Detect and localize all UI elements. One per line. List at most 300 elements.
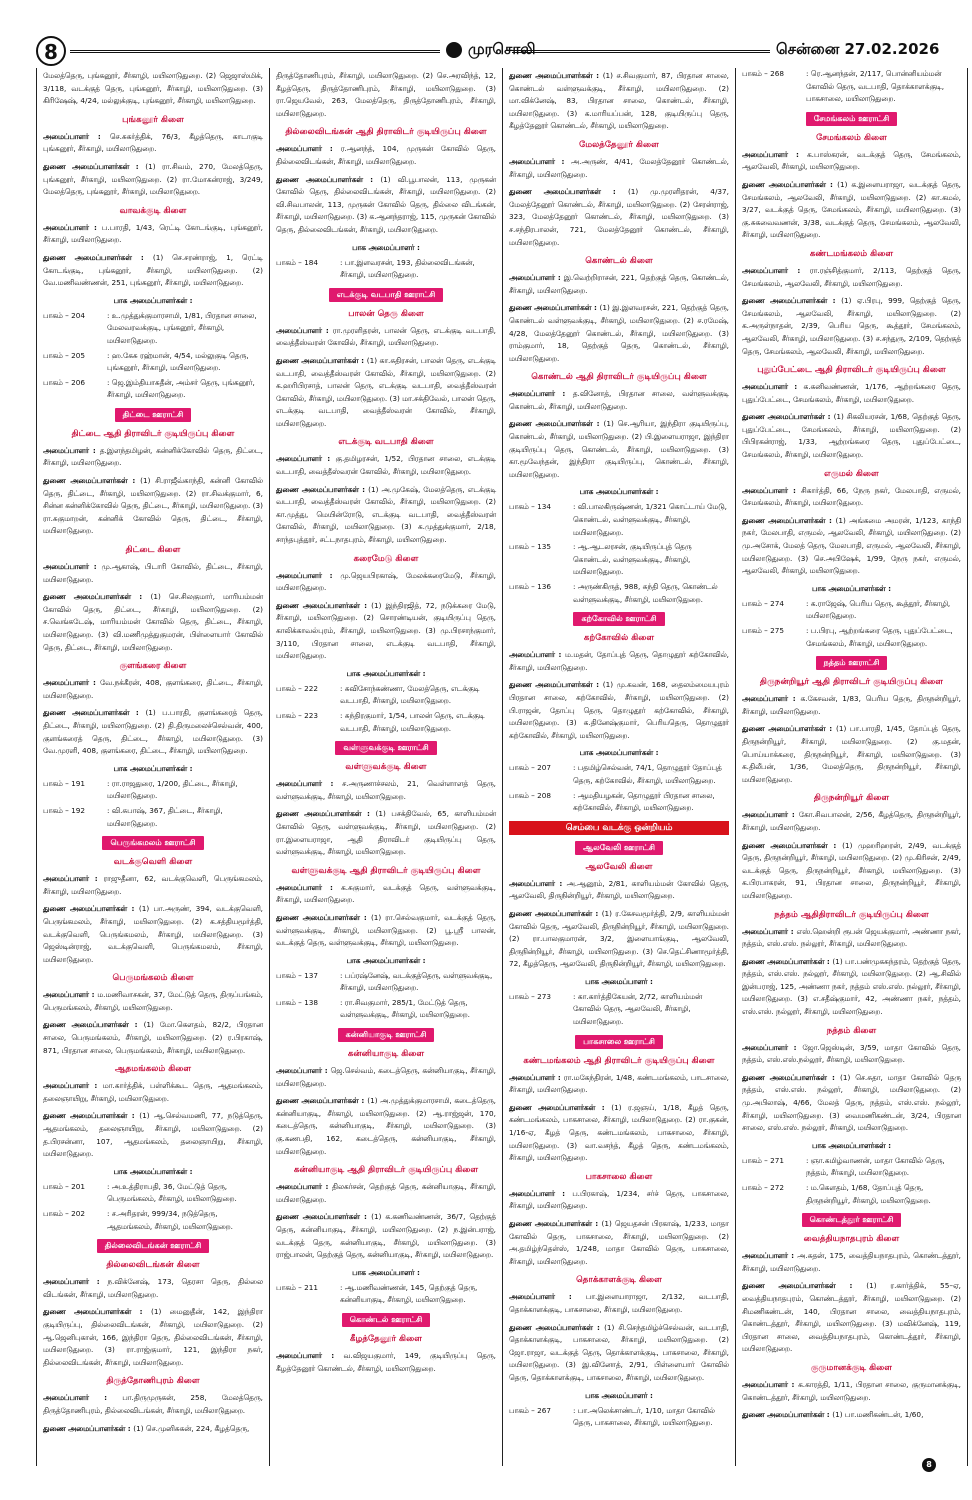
role-label: அமைப்பாளர் : [43, 990, 98, 1000]
part-text: : ரா.ராஜதுரை, 1/200, திட்டை, சீர்காழி, மயிலாடுதுறை. [107, 778, 238, 801]
entry-text: (1) ரா.சிவம், 270, மேலத்தெரு, புங்கனூர், சீர்காழி, மயிலாடுதுறை. (2) ரா.மோகன்ராஜ், 3/249, மேலத்தெரு, புங்கனூர், சீர்காழி, மயிலாடுதுறை. [43, 161, 263, 197]
role-label: துணை அமைப்பாளர்கள் : [742, 956, 833, 966]
union-banner: செம்பை வடக்கு ஒன்றியம் [509, 821, 729, 835]
branch-title: கரைமேடு கிளை [353, 553, 419, 564]
part-row [276, 970, 496, 995]
role-label: அமைப்பாளர் : [276, 570, 341, 580]
role-label: அமைப்பாளர் : [43, 1277, 108, 1287]
role-label: அமைப்பாளர் : [509, 389, 573, 399]
entry-paragraph [43, 561, 263, 586]
part-text: : அருண்கிருத், 988, சுந்தி தெரு, கொண்டல் வள்ளுவக்குடி, சீர்காழி, மயிலாடுதுறை. [573, 582, 718, 604]
section-label: பாக அமைப்பாளர்கள் : [346, 955, 426, 965]
entry-paragraph [742, 956, 961, 1019]
part-number: பாகம் – 138 [276, 997, 318, 1007]
entry-paragraph [43, 222, 263, 247]
entry-paragraph [742, 515, 961, 578]
entry-text: சிகார்த்தி, 66, நேரு நகர், மேலபாதி, எருமல், சேமங்கலம், சீர்காழி, மயிலாடுதுறை. [742, 485, 961, 508]
entry-text: வ.விஜயகுமார், 149, குடியிருப்பு தெரு, கீழத்தேனூர் கொண்டல், சீர்காழி, மயிலாடுதுறை. [276, 1350, 496, 1373]
part-row [509, 541, 729, 579]
section-label: பாக அமைப்பாளர் : [352, 242, 420, 252]
part-text: : வி.சுபாஷ், 367, திட்டை, சீர்காழி, மயிலாடுதுறை. [107, 805, 223, 828]
role-label: துணை அமைப்பாளர்கள் : [276, 600, 372, 610]
entry-text: (1) ச.சிவகுமார், 87, பிரதான சாலை, கொண்டல் வள்ளுவக்குடி, சீர்காழி, மயிலாடுதுறை. (2) மா.விக்னேஷ், 83, பிரதான சாலை, கொண்டல், சீர்காழி, மயிலாடுதுறை. (3) க.மாரியப்பன், 128, குடியிருப்பு தெரு, கீழத்தேனூர் கொண்டல், சீர்காழி, மயிலாடுதுறை. [509, 71, 729, 131]
role-label: அமைப்பாளர் : [742, 382, 804, 392]
entry-text: (1) சி.செந்தமிழ்ச்செல்வன், வடபாதி, தொக்காளக்குடி, பாகசாலை, சீர்காழி, மயிலாடுதுறை. (2) ஜோ.ராஜா, வடக்குத் தெரு, தொக்காளக்குடி, பாகசாலை, சீர்காழி, மயிலாடுதுறை. (3) இ.வினோத், 2/91, பிள்ளையார் கோவில் தெரு, தொக்காளக்குடி, பாகசாலை, சீர்காழி, மயிலாடுதுறை. [509, 1322, 730, 1382]
page-number: 8 [36, 36, 66, 66]
branch-title: எருமல் கிளை [824, 468, 879, 479]
entry-paragraph [276, 325, 496, 350]
entry-paragraph [43, 591, 263, 654]
role-label: துணை அமைப்பாளர்கள் : [276, 912, 371, 922]
entry-paragraph [509, 908, 729, 971]
panchayat-ribbon: நத்தம் ஊராட்சி [816, 656, 888, 670]
entry-text: செ.சுகர்த்திக், 76/3, கீழத்தெரு, காடாகுடி புங்கனூர், சீர்காழி, மயிலாடுதுறை. [43, 131, 263, 154]
part-row [276, 257, 496, 282]
entry-paragraph [742, 840, 961, 903]
part-number: பாகம் – 274 [742, 598, 784, 608]
entry-text: ஜோ.ஜெஸ்டின், 3/59, மாதா கோவில் தெரு, நத்தம், எஸ்.எஸ்.நல்லூர், சீர்காழி, மயிலாடுதுறை. [742, 1042, 961, 1065]
entry-paragraph [276, 1350, 496, 1375]
role-label: துணை அமைப்பாளர்கள் : [276, 484, 369, 494]
role-label: துணை அமைப்பாளர்கள் : [742, 179, 838, 189]
entry-paragraph [742, 1250, 961, 1275]
entry-text: (1) செ.முனிசுகன், 224, கீழத்தெரு, [133, 1423, 250, 1433]
entry-paragraph [509, 186, 729, 249]
entry-paragraph [742, 723, 961, 786]
entry-paragraph [509, 878, 729, 903]
branch-title: புதுப்பேட்டை ஆதி திராவிடர் குடியிருப்பு கிளை [757, 365, 946, 376]
part-number: பாகம் – 204 [43, 310, 85, 320]
part-row [742, 598, 961, 623]
entry-paragraph [276, 778, 496, 803]
part-text: : அ.உத்திராபதி, 36, மேட்டுத் தெரு, பெருமங்கலம், சீர்காழி, மயிலாடுதுறை. [107, 1181, 237, 1204]
branch-title: கொண்டல் கிளை [585, 256, 653, 267]
header-rule-left [70, 50, 440, 53]
panchayat-ribbon: கற்கோவில் ஊராட்சி [573, 612, 664, 626]
part-row [43, 377, 263, 402]
part-text: : ச.அரிதரன், 999/34, நடுத்தெரு, ஆதமங்கலம், சீர்காழி, மயிலாடுதுறை. [107, 1209, 233, 1231]
entry-text: ப.பிரகாஷ், 1/234, சர்ச் தெரு, பாகசாலை, சீர்காழி, மயிலாடுதுறை. [509, 1188, 729, 1211]
entry-text: ரா.ரஞ்சித்குமார், 2/113, தெற்குத் தெரு, சேமங்கலம், ஆலவேலி, சீர்காழி, மயிலாடுதுறை. [742, 265, 961, 288]
entry-text: இ.வெற்றிராசன், 221, தெற்குத் தெரு, கொண்டல், சீர்காழி, மயிலாடுதுறை. [509, 273, 729, 295]
column-3 [502, 68, 735, 1466]
role-label: அமைப்பாளர் : [742, 265, 810, 275]
role-label: துணை அமைப்பாளர்கள் : [509, 187, 628, 197]
branch-title: கண்டமங்கலம் கிளை [809, 248, 894, 259]
role-label: அமைப்பாளர் : [742, 149, 807, 159]
entry-paragraph [509, 1322, 729, 1385]
branch-title: தில்லைவிடங்கன் ஆதி திராவிடர் குடியிருப்பு கிளை [285, 127, 487, 138]
part-row [276, 683, 496, 708]
entry-paragraph [509, 302, 729, 365]
role-label: துணை அமைப்பாளர்கள் : [509, 419, 604, 429]
entry-text: ரா.முரளிதரன், பாலன் தெரு, எடக்குடி வடபாதி, வைத்தீஸ்வரன் கோவில், சீர்காழி, மயிலாடுதுறை. [276, 325, 496, 348]
city-date: சென்னை 27.02.2026 [776, 40, 940, 58]
role-label: அமைப்பாளர் : [742, 694, 801, 704]
part-number: பாகம் – 273 [509, 991, 551, 1001]
part-row [509, 1405, 729, 1430]
role-label: அமைப்பாளர் : [509, 1292, 586, 1302]
part-row [43, 778, 263, 803]
role-label: அமைப்பாளர் : [276, 144, 341, 154]
role-label: துணை அமைப்பாளர்கள் : [509, 71, 603, 80]
branch-title: ஆதமங்கலம் கிளை [114, 1064, 192, 1075]
branch-title: பாகசாலை கிளை [585, 1171, 653, 1182]
part-text: : க.ராஜேஷ், பெரிய தெரு, கூத்தூர், சீர்காழி, மயிலாடுதுறை. [806, 598, 951, 621]
part-row [276, 997, 496, 1022]
role-label: அமைப்பாளர் : [43, 874, 104, 884]
entry-text: மு.ஜெயபிரகாஷ், மேலக்கரைமேடு, சீர்காழி, மயிலாடுதுறை. [276, 570, 496, 593]
role-label: துணை அமைப்பாளர்கள் : [509, 1219, 602, 1228]
part-row [742, 68, 961, 106]
branch-title: திருத்தோணிபுரம் கிளை [106, 1376, 200, 1387]
entry-text: அ.ஆனூம், 2/81, காளியம்மன் கோவில் தெரு, ஆலவேலி, திருநின்றியூர், சீர்காழி, மயிலாடுதுறை. [509, 878, 729, 901]
section-label: பாக அமைப்பாளர்கள் : [113, 763, 193, 773]
role-label: துணை அமைப்பாளர்கள் : [43, 161, 146, 171]
branch-title: தொக்காளக்குடி கிளை [576, 1275, 662, 1286]
panchayat-ribbon: கொண்டத்தூர் ஊராட்சி [802, 1213, 902, 1227]
entry-paragraph [276, 912, 496, 950]
role-label: அமைப்பாளர் : [43, 445, 100, 455]
panchayat-ribbon: வள்ளுவக்குடி ஊராட்சி [335, 741, 436, 755]
role-label: அமைப்பாளர் : [509, 156, 572, 166]
branch-title: சேமங்கலம் கிளை [816, 132, 887, 143]
branch-title: திட்டை கிளை [125, 545, 181, 556]
entry-text: (1) பா.பண்முகசுந்தரம், தெற்குத் தெரு, நத்தம், எஸ்.எஸ். நல்லூர், சீர்காழி, மயிலாடுதுறை. (2) ஆ.சிவில் இன்பராஜ், 125, அண்ணா நகர், நத்தம் எஸ்.எஸ். நல்லூர், சீர்காழி, மயிலாடுதுறை. (3) எ.சதீஷ்குமார், 42, அண்ணா நகர், நத்தம், எஸ்.எஸ். நல்லூர், சீர்காழி, மயிலாடுதுறை. [742, 956, 961, 1017]
role-label: துணை அமைப்பாளர்கள் : [509, 1102, 612, 1112]
part-text: : பப்ரஷ்னேஷ், வடக்குத்தெரு, வள்ளுவக்குடி, சீர்காழி, மயிலாடுதுறை. [340, 970, 493, 993]
role-label: அமைப்பாளர் : [276, 1066, 331, 1076]
entry-text: (1) மு.முரளிதரன், 4/37, மேலத்தேனூர் கொண்டல், சீர்காழி, மயிலாடுதுறை. (2) சேரன்ராஜ், 323, மேலத்தேனூர் கொண்டல், சீர்காழி, மயிலாடுதுறை. (3) ச.சந்திரபாலன், 721, மேலத்தேனூர் கொண்டல், சீர்காழி, மயிலாடுதுறை. [509, 187, 730, 247]
branch-title: மேலத்தேனூர் கிளை [579, 139, 659, 150]
role-label: அமைப்பாளர் : [509, 878, 567, 888]
paper-name: முரசொலி [468, 40, 536, 58]
role-label: துணை அமைப்பாளர்கள் : [43, 252, 153, 262]
entry-paragraph [276, 453, 496, 478]
entry-text: (1) ர.கார்த்திக், 55–ஏ, வைத்தியநாதபுரம், கொண்டத்தூர், சீர்காழி, மயிலாடுதுறை. (2) சிமணிகண்டன், 140, பிரதான சாலை, வைத்தியநாதபுரம், கொண்டத்தூர், சீர்காழி, மயிலாடுதுறை. (3) மவிக்னேஷ், 119, பிரதான சாலை, வைத்தியநாதபுரம், கொண்டத்தூர், சீர்காழி, மயிலாடுதுறை. [742, 1281, 961, 1354]
entry-text: (1) க.இளையராஜா, வடக்குத் தெரு, சேமங்கலம், ஆலவேலி, சீர்காழி, மயிலாடுதுறை. (2) கா.கமல், 3/27, வடக்குத் தெரு, சேமங்கலம், சீர்காழி, மயிலாடுதுறை. (3) கு.சுகவைவணன், 3/38, வடக்குத் தெரு, சேமங்கலம், ஆலவேலி, சீர்காழி, மயிலாடுதுறை. [742, 179, 962, 240]
role-label: துணை அமைப்பாளர்கள் : [742, 1410, 833, 1420]
entry-text: ந.விக்னேஷ், 173, தெரசா தெரு, தில்லை விடங்கன், சீர்காழி, மயிலாடுதுறை. [43, 1277, 263, 1299]
branch-title: ஆலவேலி கிளை [585, 861, 653, 872]
entry-text: அ.அருண், 4/41, மேலத்தேனூர் கொண்டல், சீர்காழி, மயிலாடுதுறை. [509, 156, 729, 179]
entry-text: (1) ர.கேசவமூர்த்தி, 2/9, காளியம்மன் கோவில் தெரு, ஆலவேலி, திருநின்றியூர், சீர்காழி, மயிலாடுதுறை. (2) ரா.பாலகுமாரன், 3/2, இளையாங்குடி, ஆலவேலி, திருநின்றியூர், சீர்காழி, மயிலாடுதுறை. (3) செ.தெட்சிணாமூர்த்தி, 72, கீழத்தெரு, ஆலவேலி, திருநின்றியூர், சீர்காழி, மயிலாடுதுறை. [509, 908, 729, 969]
role-label: அமைப்பாளர் : [43, 1393, 123, 1403]
panchayat-ribbon: எடக்குடி வடபாதி ஊராட்சி [329, 288, 443, 302]
panchayat-ribbon: பெருங்கமலம் ஊராட்சி [102, 836, 203, 850]
section-label: பாக அமைப்பாளர்கள் : [113, 1166, 193, 1176]
part-text: : ஆமதியழகன், தொழுதூர் பிரதான சாலை, கற்கோவில், சீர்காழி, மயிலாடுதுறை. [573, 790, 715, 813]
header-rule-right [512, 50, 770, 53]
branch-title: திருநன்றியூர் ஆதி திராவிடர் குடியிருப்பு கிளை [759, 677, 944, 688]
page-header [0, 0, 972, 62]
entry-text: எஸ்.ஹென்றி ரூபன் ஜெயக்குமார், அண்ணா நகர், நத்தம், எஸ்.எஸ். நல்லூர், சீர்காழி, மயிலாடுதுறை. [742, 926, 961, 949]
entry-text: பா.இளையாராஜா, 2/132, வடபாதி, தொக்காளக்குடி, பாகசாலை, சீர்காழி, மயிலாடுதுறை. [509, 1292, 729, 1314]
branch-title: நத்தம் ஆதிதிராவிடர் குடியிருப்பு கிளை [774, 909, 929, 920]
column-2 [269, 68, 502, 1466]
role-label: அமைப்பாளர் : [276, 454, 336, 464]
part-number: பாகம் – 201 [43, 1181, 85, 1191]
entry-text: (1) அ.முத்துக்குமாரசாமி, கடைத்தெரு, கன்னியாகுடி, சீர்காழி, மயிலாடுதுறை. (2) ஆ.ராஜ்ஜன், 170, கடைத்தெரு, கன்னியாகுடி, சீர்காழி, மயிலாடுதுறை. (3) கு.கணபதி, 162, கடைத்தெரு, கன்னியாகுடி, சீர்காழி, மயிலாடுதுறை. [276, 1096, 497, 1156]
entry-paragraph [509, 1188, 729, 1213]
role-label: துணை அமைப்பாளர்கள் : [742, 515, 836, 525]
part-text: : ஞா.கமிழ்வாணன், மாதா கோவில் தெரு, நத்தம், சீர்காழி, மயிலாடுதுறை. [806, 1155, 945, 1178]
part-text: : ஆ.ஆடலரசன், குடியிருப்புத் தெரு கொண்டல், வள்ளுவக்குடி, சீர்காழி, மயிலாடுதுறை. [573, 542, 692, 577]
entry-text: (1) பா.மணிகண்டன், 1/60, [832, 1410, 924, 1420]
part-number: பாகம் – 207 [509, 763, 551, 773]
entry-paragraph [276, 143, 496, 168]
entry-text: (1) க.கணிவண்ணன், 36/7, தெற்குத் தெரு, கன்னியாகுடி, சீர்காழி, மயிலாடுதுறை. (2) ந.இன்பராஜ், வடக்குத் தெரு, கன்னியாகுடி, சீர்காழி, மயிலாடுதுறை. (3) ராஜ்பாலன், தெற்குத் தெரு, கன்னியாகுடி, சீர்காழி, மயிலாடுதுறை. [276, 1212, 496, 1260]
entry-paragraph [43, 131, 263, 156]
part-number: பாகம் – 268 [742, 69, 784, 78]
role-label: அமைப்பாளர் : [43, 222, 102, 232]
entry-paragraph [742, 265, 961, 290]
entry-text: அ.சுதன், 175, வைத்தியநாதபுரம், கொண்டத்தூர், சீர்காழி, மயிலாடுதுறை. [742, 1251, 961, 1273]
entry-text: வே.நக்கீரன், 408, குளங்கரை, திட்டை, சீர்காழி, மயிலாடுதுறை. [43, 678, 263, 700]
part-number: பாகம் – 272 [742, 1183, 784, 1192]
role-label: அமைப்பாளர் : [742, 1251, 798, 1261]
part-number: பாகம் – 192 [43, 805, 85, 815]
role-label: துணை அமைப்பாளர்கள் : [43, 1423, 134, 1433]
section-label: பாக அமைப்பாளர்கள் : [579, 487, 659, 497]
entry-text: (1) பசக்திவேல், 65, காளியம்மன் கோவில் தெரு, வள்ளுவக்குடி, சீர்காழி, மயிலாடுதுறை. (2) ரா.இளையராஜா, ஆதி திராவிடர் குடியிருப்பு தெரு, வள்ளுவக்குடி, சீர்காழி, மயிலாடுதுறை. [276, 809, 496, 857]
section-label: பாக அமைப்பாளர்கள் : [811, 1140, 892, 1150]
entry-paragraph [509, 418, 729, 481]
part-text: : பா.இளவரசன், 193, தில்லைவிடங்கன், சீர்காழி, மயிலாடுதுறை. [340, 257, 475, 280]
entry-paragraph [43, 1276, 263, 1301]
role-label: துணை அமைப்பாளர்கள் : [43, 708, 146, 718]
role-label: அமைப்பாளர் : [742, 926, 797, 936]
part-text: : ரெ.ஆனந்தன், 2/117, பொன்னியம்மன் கோவில் தெரு, வடபாதி, தொக்காளக்குடி, பாகசாலை, மயிலாடுதுறை. [806, 69, 945, 104]
part-row [742, 625, 961, 650]
part-text: : வி.பாலகிருஷ்ணன், 1/321 கொட்டாய் மேடு, கொண்டல், வள்ளுவக்குடி, சீர்காழி, மயிலாடுதுறை. [573, 502, 728, 537]
role-label: அமைப்பாளர் : [276, 325, 333, 335]
entry-text: (1) ஜெயதசன் பிரகாஷ், 1/233, மாதா கோவில் தெரு, பாகசாலை, சீர்காழி, மயிலாடுதுறை. (2) அ.தமிழ்ந்தெள்ஸ், 1/248, மாதா கோவில் தெரு, பாகசாலை, சீர்காழி, மயிலாடுதுறை. [509, 1219, 729, 1266]
entry-text: பா.திருமுருகன், 258, மேலத்தெரு, திருத்தோணிபுரம், தில்லைவிடங்கன், சீர்காழி, மயிலாடுதுறை. [43, 1393, 263, 1415]
entry-text: மேலத்தெரு, புங்கனூர், சீர்காழி, மயிலாடுதுறை. (2) ஜெஜாஸ்மிக், 3/118, வடக்குத் தெரு, புங்கனூர், சீர்காழி, மயிலாடுதுறை. (3) கிரிஷேஷ், 4/24, மல்லுக்குடி, புங்கனூர், சீர்காழி, மயிலாடுதுறை. [43, 71, 263, 106]
part-text: : உ.முத்துக்குமாரசாமி, 1/81, பிரதான சாலை, மேலவரவக்குடி, புங்கனூர், சீர்காழி, மயிலாடுதுறை. [107, 310, 257, 345]
part-row [276, 1282, 496, 1307]
role-label: துணை அமைப்பாளர்கள் : [43, 1020, 144, 1030]
part-number: பாகம் – 208 [509, 790, 551, 800]
part-text: : பதமிழ்செல்வன், 74/1, தொழுதூர் தோப்புத் தெரு, கற்கோவில், சீர்காழி, மயிலாடுதுறை. [573, 763, 722, 785]
entry-text: (1) மோ.கௌதம், 82/2, பிரதான சாலை, பெருமங்கலம், சீர்காழி, மயிலாடுதுறை. (2) ர.பிரகாஷ், 871, பிரதான சாலை, பெருமங்கலம், சீர்காழி, மயிலாடுதுறை. [43, 1020, 263, 1055]
entry-paragraph [43, 873, 263, 898]
part-text: : சுவிசோந்கண்ணா, மேலத்தெரு, எடக்குடி வடபாதி, சீர்காழி, மயிலாடுதுறை. [340, 683, 480, 706]
entry-text: ர.ஆனந்த், 104, முருகன் கோவில் தெரு, தில்லைவிடங்கன், சீர்காழி, மயிலாடுதுறை. [276, 144, 496, 166]
part-number: பாகம் – 136 [509, 582, 551, 591]
part-number: பாகம் – 275 [742, 626, 784, 635]
entry-paragraph [43, 1306, 263, 1369]
branch-title: கன்னியாகுடி கிளை [347, 1049, 425, 1060]
column-1 [36, 68, 269, 1466]
entry-paragraph [509, 1291, 729, 1316]
entry-text: (1) செ.சிலகுமார், மாரியம்மன் கோவில் தெரு, திட்டை, சீர்காழி, மயிலாடுதுறை. (2) ச.வெங்கடேஷ், மாரியம்மன் கோவில் தெரு, திட்டை, சீர்காழி, மயிலாடுதுறை. (3) வி.மணிமுத்துகுமரன், பிள்ளையார் கோவில் தெரு, திட்டை, சீர்காழி, மயிலாடுதுறை. [43, 592, 263, 652]
role-label: அமைப்பாளர் : [43, 562, 102, 572]
role-label: துணை அமைப்பாளர்கள் : [742, 840, 843, 850]
role-label: துணை அமைப்பாளர்கள் : [509, 680, 603, 690]
section-label: பாக அமைப்பாளர் : [352, 1267, 420, 1277]
entry-text: (1) சிகலியரசன், 1/68, தெற்குத் தெரு, புதுப்பேட்டை, சேமங்கலம், சீர்காழி, மயிலாடுதுறை. (2) பிபிரகன்ராஜ், 1/33, ஆற்றங்கரை தெரு, புதுப்பேட்டை, சேமங்கலம், சீர்காழி, மயிலாடுதுறை. [742, 412, 961, 460]
role-label: துணை அமைப்பாளர்கள் : [276, 1212, 372, 1222]
branch-title: குருமானக்குடி கிளை [810, 1362, 893, 1373]
part-number: பாகம் – 137 [276, 970, 318, 980]
entry-paragraph [43, 1110, 263, 1160]
entry-text: (1) இந்திரஜித், 72, நடுக்கரை மேடு, சீர்காழி, மயிலாடுதுறை. (2) சொரண்டியன், குடியிருப்பு தெரு, காலிக்காவல்புரம், சீர்காழி, மயிலாடுதுறை. (3) மு.பிரசாந்குமார், 3/110, பிரதான சாலை, எடக்குடி வடபாதி, சீர்காழி, மயிலாடுதுறை. [276, 600, 496, 661]
entry-text: (1) ப.பாரதி, குளங்கரைத் தெரு, திட்டை, சீர்காழி, மயிலாடுதுறை. (2) தி.திருமலைச்செல்வன், 400, குளங்கரைத் தெரு, திட்டை, சீர்காழி, மயிலாடுதுறை. (3) வே.முரளி, 408, குளங்கரை, திட்டை, சீர்காழி, மயிலாடுதுறை. [43, 708, 263, 756]
part-row [43, 1208, 263, 1233]
part-number: பாகம் – 202 [43, 1209, 85, 1218]
entry-text: (1) செ.ஆரியா, இந்திரா குடியிருப்பு, கொண்டல், சீர்காழி, மயிலாடுதுறை. (2) பி.இளையராஜா, இந்திரா குடியிருப்பு தெரு, கொண்டல், சீர்காழி, மயிலாடுதுறை. (3) கா.மூவேந்தன், இந்திரா குடியிருப்பு, கொண்டல், சீர்காழி, மயிலாடுதுறை. [509, 419, 729, 479]
part-row [43, 310, 263, 348]
panchayat-ribbon: கன்னியாகுடி ஊராட்சி [338, 1028, 435, 1042]
entry-paragraph [509, 1218, 729, 1268]
entry-paragraph [276, 1065, 496, 1090]
role-label: அமைப்பாளர் : [43, 1081, 103, 1091]
entry-text: க.சுகுமார், வடக்குத் தெரு, வள்ளுவக்குடி, சீர்காழி, மயிலாடுதுறை. [276, 882, 496, 905]
entry-text: (1) இ.இளவரசன், 221, தெற்குத் தெரு, கொண்டல் வள்ளுவக்குடி, சீர்காழி, மயிலாடுதுறை. (2) ச.ரமேஷ், 4/28, மேலத்தேனூர் கொண்டல், சீர்காழி, மயிலாடுதுறை. (3) ராம்குமார், 18, தெற்குத் தெரு, கொண்டல், சீர்காழி, மயிலாடுதுறை. [509, 303, 729, 363]
entry-paragraph [742, 381, 961, 406]
entry-paragraph [509, 272, 729, 297]
entry-paragraph [742, 1409, 961, 1422]
part-row [742, 1155, 961, 1180]
role-label: துணை அமைப்பாளர்கள் : [742, 1072, 840, 1082]
section-label: பாக அமைப்பாளர்கள் : [811, 583, 892, 593]
entry-paragraph [276, 355, 496, 431]
branch-title: வள்ளுவக்குடி கிளை [345, 762, 427, 773]
role-label: அமைப்பாளர் : [276, 882, 342, 892]
entry-text: (1) அ.முகேஷ், மேலத்தெரு, எடக்குடி வடபாதி, வைத்தீஸ்வரன் கோவில், சீர்காழி, மயிலாடுதுறை. (2) கா.முத்து, மெயின்ரோடு, எடக்குடி வடபாதி, வைத்தீஸ்வரன் கோவில், சீர்காழி, மயிலாடுதுறை. (3) க.முத்துக்குமார், 2/18, சாந்தபுத்தூர், சட்டநாதபுரம், சீர்காழி, மயிலாடுதுறை. [276, 484, 496, 545]
part-text: : ரா.சிவகுமார், 285/1, மேட்டுத் தெரு, வள்ளுவக்குடி, சீர்காழி, மயிலாடுதுறை. [340, 997, 470, 1020]
entry-paragraph [43, 989, 263, 1014]
sun-logo-icon [446, 42, 462, 58]
entry-paragraph [276, 484, 496, 547]
branch-title: குளங்கரை கிளை [119, 661, 187, 672]
role-label: துணை அமைப்பாளர்கள் : [276, 355, 367, 365]
role-label: துணை அமைப்பாளர்கள் : [742, 296, 842, 306]
part-text: : பா.அலெக்சாண்டர், 1/10, மாதா கோவில் தெரு, பாகசாலை, சீர்காழி, மயிலாடுதுறை. [573, 1405, 715, 1428]
section-label: பாக அமைப்பாளர்கள் : [346, 668, 426, 678]
entry-paragraph [742, 295, 961, 358]
role-label: துணை அமைப்பாளர்கள் : [43, 904, 139, 914]
branch-title: எடக்குடி வடபாதி கிளை [338, 437, 434, 448]
entry-paragraph [509, 649, 729, 674]
entry-paragraph [742, 1379, 961, 1404]
role-label: துணை அமைப்பாளர்கள் : [509, 303, 600, 313]
part-number: பாகம் – 206 [43, 377, 85, 387]
role-label: அமைப்பாளர் : [742, 1042, 803, 1052]
entry-text: (1) ர.ஜஞய், 1/18, கீழத் தெரு, கண்டமங்கலம், பாகசாலை, சீர்காழி, மயிலாடுதுறை. (2) ரா.குகன், 1/16-ஏ, கீழத் தெரு, கண்டமங்கலம், பாகசாலை, சீர்காழி, மயிலாடுதுறை. (3) வா.வசந்த், கீழத் தெரு, கண்டமங்கலம், சீர்காழி, மயிலாடுதுறை. [509, 1102, 730, 1163]
entry-paragraph [509, 388, 729, 413]
entry-paragraph [43, 677, 263, 702]
entry-text: க.காரத்தி, 1/11, பிரதான சாலை, குருமானக்குடி, கொண்டத்தூர், சீர்காழி, மயிலாடுதுறை. [742, 1379, 961, 1402]
entry-paragraph [509, 156, 729, 181]
section-label: பாக அமைப்பாளர்கள் : [579, 748, 659, 758]
panchayat-ribbon: ஆலவேலி ஊராட்சி [575, 841, 663, 855]
entry-paragraph [509, 70, 729, 133]
part-row [509, 762, 729, 787]
part-text: : ம.கௌதம், 1/68, தோப்புத் தெரு, திருநன்றியூர், சீர்காழி, மயிலாடுதுறை. [806, 1183, 931, 1205]
entry-paragraph [276, 600, 496, 663]
role-label: துணை அமைப்பாளர்கள் : [742, 1281, 867, 1291]
part-text: : கா.கார்த்திகேயன், 2/72, காளியம்மன் கோவில் தெரு, ஆலவேலி, சீர்காழி, மயிலாடுதுறை. [573, 991, 703, 1027]
part-row [43, 1181, 263, 1206]
section-label: பாக அமைப்பாளர் : [585, 1390, 653, 1400]
role-label: அமைப்பாளர் : [742, 485, 801, 495]
entry-text: திலகர்சன், தெற்குத் தெரு, கன்னியாகுடி, சீர்காழி, மயிலாடுதுறை. [276, 1182, 496, 1204]
role-label: அமைப்பாளர் : [43, 678, 100, 688]
entry-paragraph [742, 411, 961, 461]
part-row [509, 991, 729, 1029]
entry-paragraph [43, 903, 263, 966]
entry-text: (1) அங்கமை அமரன், 1/123, காந்தி நகர், மேலபாதி, எருமல், ஆலவேலி, சீர்காழி, மயிலாடுதுறை. (2) மு.அசோக், மேலத் தெரு, மேலபாதி, எருமல், ஆலவேலி, சீர்காழி, மயிலாடுதுறை. (3) செ.அபிஷேக், 1/99, நேரு நகர், எருமல், ஆலவேலி, சீர்காழி, மயிலாடுதுறை. [742, 515, 961, 576]
branch-title: புங்கனூர் கிளை [122, 114, 184, 125]
entry-paragraph [43, 707, 263, 757]
entry-text: (1) செ.சரண்ராஜ், 1, ரெட்டி கோடங்குடி, புங்கனூர், சீர்காழி, மயிலாடுதுறை. (2) வே.மணிவண்ணன், 251, புங்கனூர், சீர்காழி, மயிலாடுதுறை. [43, 252, 263, 288]
part-number: பாகம் – 205 [43, 350, 85, 360]
role-label: துணை அமைப்பாளர்கள் : [276, 1096, 368, 1106]
entry-paragraph [276, 174, 496, 237]
role-label: துணை அமைப்பாளர்கள் : [742, 412, 834, 422]
entry-paragraph [276, 1211, 496, 1261]
role-label: அமைப்பாளர் : [509, 273, 564, 283]
role-label: அமைப்பாளர் : [509, 650, 566, 660]
branch-title: வைத்தியநாதபுரம் கிளை [803, 1234, 900, 1245]
entry-text: (1) ஆ.செல்வமணி, 77, நடுத்தெரு, ஆதமங்கலம், தலைஞாயிறு, சீர்காழி, மயிலாடுதுறை. (2) த.பிரசன்னா, 107, ஆதமங்கலம், தலைஞாயிறு, சீர்காழி, மயிலாடுதுறை. [43, 1111, 264, 1159]
part-row [43, 805, 263, 830]
part-number: பாகம் – 223 [276, 710, 318, 720]
part-text: : ஆ.மணிவண்ணன், 145, தெற்குத் தெரு, கன்னியாகுடி, சீர்காழி, மயிலாடுதுறை. [340, 1282, 478, 1305]
column-4 [735, 68, 968, 1466]
entry-paragraph [742, 1072, 961, 1135]
branch-title: வடக்குவெளி கிளை [113, 857, 193, 868]
branch-title: கண்டமங்கலம் ஆதி திராவிடர் குடியிருப்பு கிளை [523, 1055, 715, 1066]
entry-text: (1) சி.ராஜீவ்காந்தி, கன்னி கோவில் தெரு, திட்டை, சீர்காழி, மயிலாடுதுறை. (2) ரா.சிவக்குமார், 6, சின்ன கன்னிக்கோவில் தெரு, திட்டை, சீர்காழி, மயிலாடுதுறை. (3) ரா.சுகுமாறன், கன்னிக் கோவில் தெரு, திட்டை, சீர்காழி, மயிலாடுதுறை. [43, 476, 263, 536]
branch-title: கற்கோவில் கிளை [583, 633, 655, 644]
panchayat-ribbon: திட்டை ஊராட்சி [115, 408, 192, 422]
role-label: துணை அமைப்பாளர்கள் : [276, 174, 381, 184]
branch-title: கன்னியாகுடி ஆதி திராவிடர் குடியிருப்பு கிளை [293, 1165, 479, 1176]
entry-paragraph [43, 445, 263, 470]
entry-paragraph [43, 161, 263, 199]
panchayat-ribbon: கொண்டல் ஊராட்சி [342, 1313, 431, 1327]
branch-title: திருநன்றியூர் கிளை [813, 793, 890, 804]
role-label: அமைப்பாளர் : [276, 1182, 332, 1192]
role-label: அமைப்பாளர் : [509, 1188, 573, 1198]
branch-title: வள்ளுவக்குடி ஆதி திராவிடர் குடியிருப்பு கிளை [291, 865, 481, 876]
branch-title: தில்லைவிடங்கன் கிளை [106, 1260, 200, 1271]
entry-text: (1) கா.சுதிரசன், பாலன் தெரு, எடக்குடி வடபாதி, வைத்தீஸ்வரன் கோவில், சீர்காழி, மயிலாடுதுறை. (2) க.ஹரிபிரசாத், பாலன் தெரு, எடக்குடி வடபாதி, வைத்தீஸ்வரன் கோவில், சீர்காழி, மயிலாடுதுறை. (3) மா.சக்திவேல், பாலன் தெரு, எடக்குடி வடபாதி, வைத்தீஸ்வரன் கோவில், சீர்காழி, மயிலாடுதுறை. [276, 355, 496, 428]
part-number: பாகம் – 191 [43, 778, 85, 788]
entry-text: ம.மதன், தோப்புத் தெரு, தொழுதூர் கற்கோவில், சீர்காழி, மயிலாடுதுறை. [509, 650, 729, 672]
part-number: பாகம் – 211 [276, 1282, 318, 1292]
entry-text: ம.மணிவாசகன், 37, மேட்டுத் தெரு, திருப்பங்கம், பெருமங்கலம், சீர்காழி, மயிலாடுதுறை. [43, 990, 263, 1012]
role-label: துணை அமைப்பாளர்கள் : [509, 908, 602, 918]
entry-text: மா.கார்த்திக், பள்ளிக்கூட தெரு, ஆதமங்கலம், தலைஞாயிறு, சீர்காழி, மயிலாடுதுறை. [43, 1081, 263, 1103]
entry-paragraph [742, 1042, 961, 1067]
entry-paragraph [276, 882, 496, 907]
entry-text: க.கேசவன், 1/83, பெரிய தெரு, திருநன்றியூர், சீர்காழி, மயிலாடுதுறை. [742, 694, 961, 716]
entry-paragraph [43, 70, 263, 108]
part-row [276, 710, 496, 735]
branch-title: கீழத்தேனூர் கிளை [350, 1333, 422, 1344]
entry-paragraph [43, 1080, 263, 1105]
entry-paragraph [509, 1102, 729, 1165]
entry-paragraph [742, 179, 961, 242]
entry-paragraph [742, 485, 961, 510]
entry-text: ரா.மகேந்திரன், 1/48, கண்டமங்கலம், பாடசாலை, சீர்காழி, மயிலாடுதுறை. [509, 1072, 729, 1095]
entry-text: ப.பாரதி, 1/43, ரெட்டி கோடங்குடி, புங்கனூர், சீர்காழி, மயிலாடுதுறை. [43, 222, 263, 245]
